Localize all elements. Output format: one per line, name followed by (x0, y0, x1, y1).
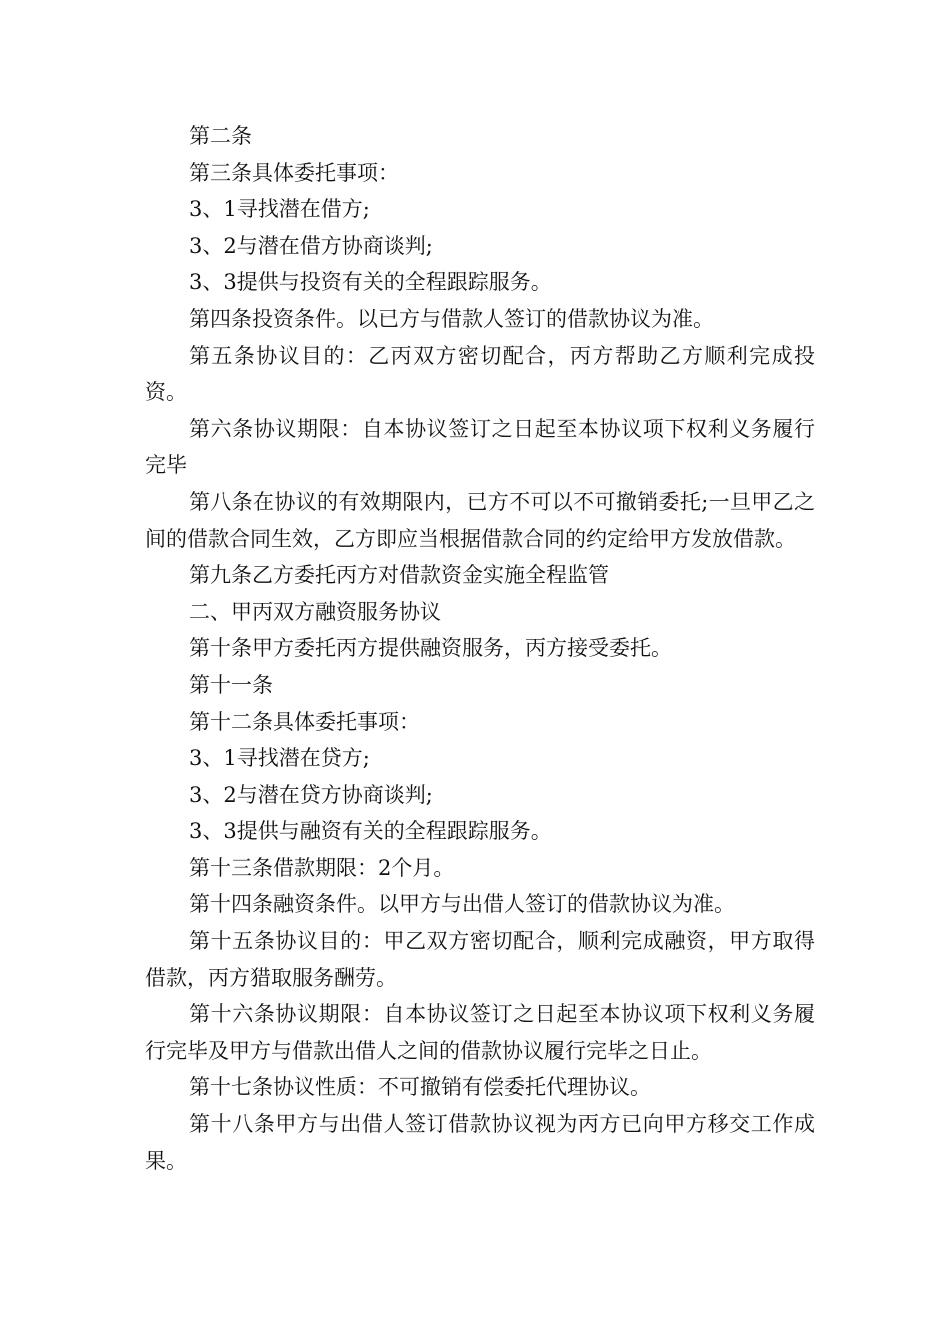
paragraph-article-6: 第六条协议期限：自本协议签订之日起至本协议项下权利义务履行完毕 (145, 416, 815, 478)
paragraph-article-18: 第十八条甲方与出借人签订借款协议视为丙方已向甲方移交工作成果。 (145, 1112, 815, 1173)
document-body (145, 118, 815, 1179)
paragraph-item-3-3-b: 3、3提供与融资有关的全程跟踪服务。 (189, 819, 552, 844)
paragraph-article-17: 第十七条协议性质：不可撤销有偿委托代理协议。 (189, 1075, 651, 1100)
paragraph-article-13: 第十三条借款期限：2个月。 (189, 855, 455, 880)
paragraph-article-4: 第四条投资条件。以已方与借款人签订的借款协议为准。 (189, 306, 714, 331)
paragraph-article-10: 第十条甲方委托丙方提供融资服务，丙方接受委托。 (189, 636, 672, 661)
paragraph-article-15: 第十五条协议目的：甲乙双方密切配合，顺利完成融资，甲方取得借款，丙方猎取服务酬劳。 (145, 929, 815, 990)
paragraph-item-3-2: 3、2与潜在借方协商谈判; (189, 233, 433, 258)
paragraph-item-3-3: 3、3提供与投资有关的全程跟踪服务。 (189, 270, 552, 295)
paragraph-article-5: 第五条协议目的：乙丙双方密切配合，丙方帮助乙方顺利完成投资。 (145, 343, 815, 405)
paragraph-item-3-1: 3、1寻找潜在借方; (189, 197, 370, 222)
paragraph-article-11: 第十一条 (189, 672, 273, 697)
paragraph-article-16: 第十六条协议期限：自本协议签订之日起至本协议项下权利义务履行完毕及甲方与借款出借人之间的借款协议履行完毕之日止。 (145, 1002, 815, 1063)
paragraph-item-3-2-b: 3、2与潜在贷方协商谈判; (189, 782, 433, 807)
paragraph-article-8: 第八条在协议的有效期限内，已方不可以不可撤销委托;一旦甲乙之间的借款合同生效，乙方即应当根据借款合同的约定给甲方发放借款。 (145, 489, 815, 551)
paragraph-article-12: 第十二条具体委托事项： (189, 709, 420, 734)
paragraph-article-9: 第九条乙方委托丙方对借款资金实施全程监管 (189, 563, 609, 588)
paragraph-article-2: 第二条 (189, 124, 252, 148)
paragraph-article-14: 第十四条融资条件。以甲方与出借人签订的借款协议为准。 (189, 892, 735, 917)
section-heading-2: 二、甲丙双方融资服务协议 (189, 599, 441, 624)
paragraph-article-3: 第三条具体委托事项： (189, 160, 399, 185)
paragraph-item-3-1-b: 3、1寻找潜在贷方; (189, 746, 370, 771)
